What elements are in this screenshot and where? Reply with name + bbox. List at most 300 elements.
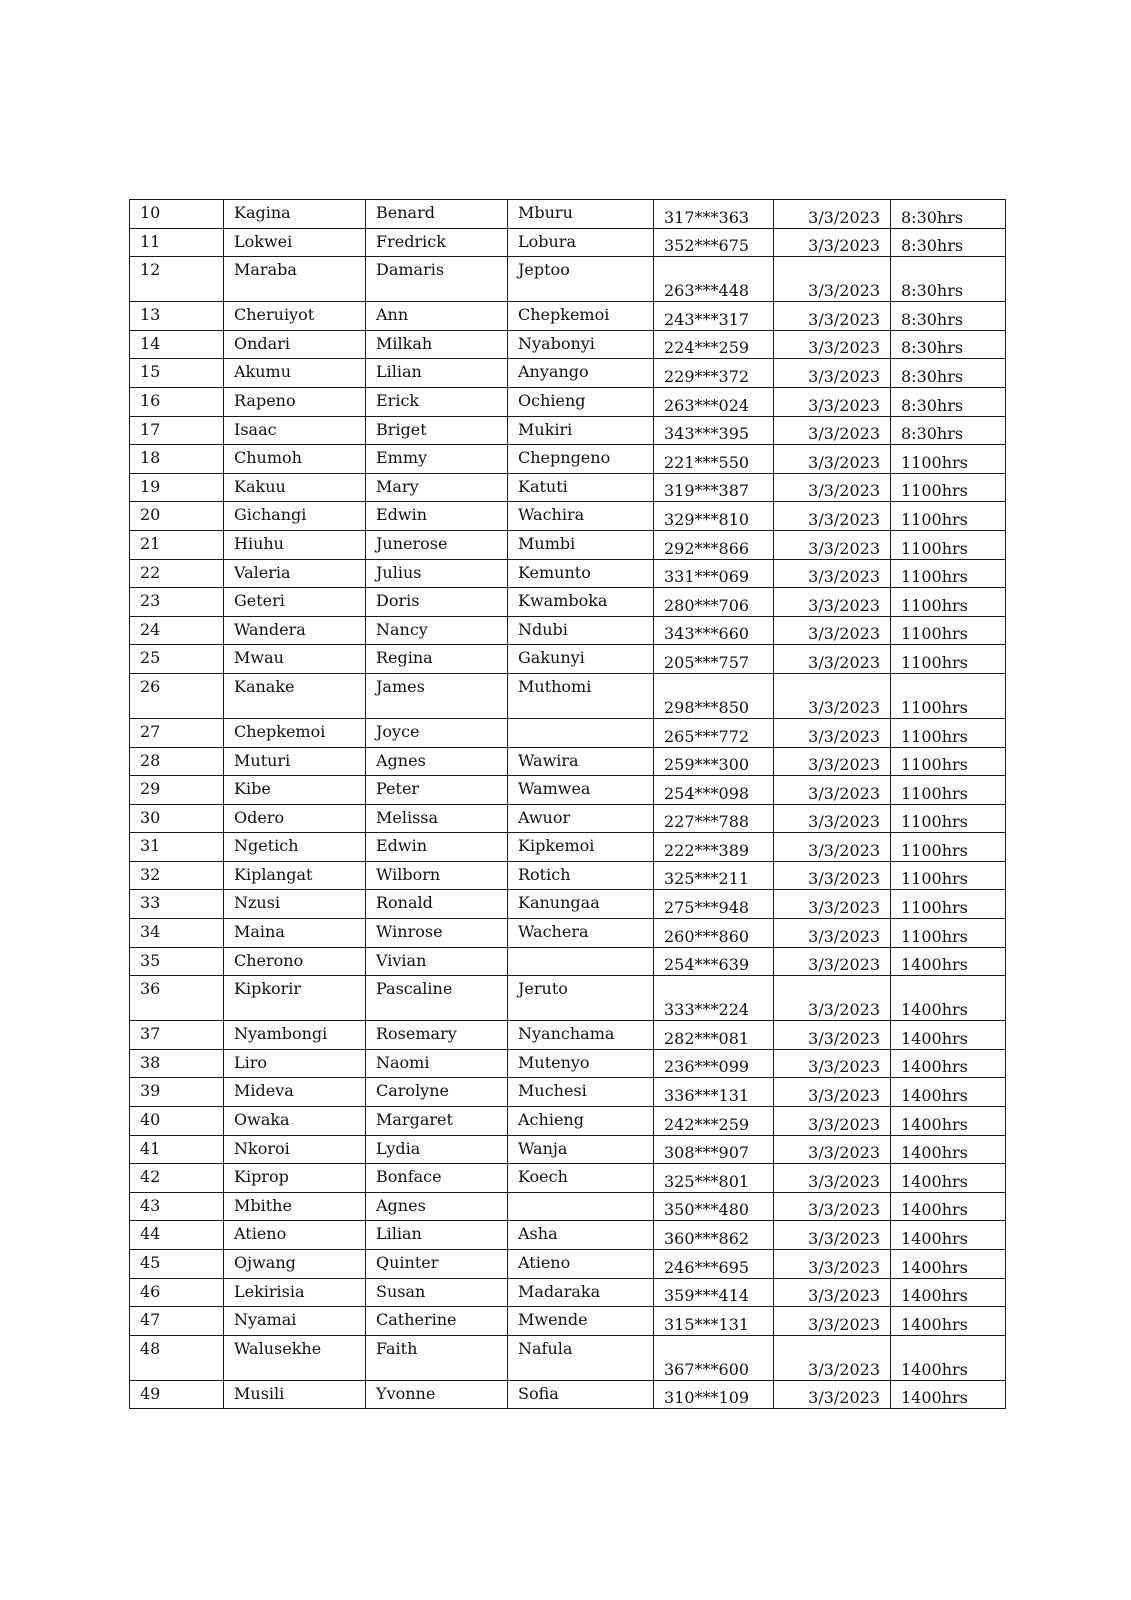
surname-cell: Kiplangat <box>224 861 366 890</box>
row-number-cell: 27 <box>130 718 224 747</box>
row-number-cell: 41 <box>130 1135 224 1164</box>
table-row <box>130 919 1006 948</box>
other-name-cell: Asha <box>508 1221 654 1250</box>
row-number-cell: 13 <box>130 302 224 331</box>
other-name-cell: Atieno <box>508 1250 654 1279</box>
other-name-cell <box>508 1192 654 1221</box>
other-name-cell: Wawira <box>508 747 654 776</box>
row-number-cell: 25 <box>130 645 224 674</box>
document-page <box>129 199 1005 1409</box>
time-cell: 8:30hrs <box>891 416 1006 445</box>
table-row <box>130 1250 1006 1279</box>
row-number-cell: 22 <box>130 559 224 588</box>
id-number-cell: 359***414 <box>654 1278 774 1307</box>
surname-cell: Nzusi <box>224 890 366 919</box>
id-number-cell: 242***259 <box>654 1107 774 1136</box>
row-number-cell: 15 <box>130 359 224 388</box>
first-name-cell: Erick <box>366 387 508 416</box>
table-row <box>130 530 1006 559</box>
date-cell: 3/3/2023 <box>774 1221 891 1250</box>
date-cell: 3/3/2023 <box>774 228 891 257</box>
row-number-cell: 38 <box>130 1049 224 1078</box>
first-name-cell: Milkah <box>366 330 508 359</box>
date-cell: 3/3/2023 <box>774 804 891 833</box>
row-number-cell: 11 <box>130 228 224 257</box>
id-number-cell: 325***211 <box>654 861 774 890</box>
table-row <box>130 645 1006 674</box>
id-number-cell: 308***907 <box>654 1135 774 1164</box>
date-cell: 3/3/2023 <box>774 890 891 919</box>
date-cell: 3/3/2023 <box>774 257 891 302</box>
row-number-cell: 46 <box>130 1278 224 1307</box>
first-name-cell: Damaris <box>366 257 508 302</box>
date-cell: 3/3/2023 <box>774 330 891 359</box>
surname-cell: Mideva <box>224 1078 366 1107</box>
surname-cell: Maina <box>224 919 366 948</box>
row-number-cell: 32 <box>130 861 224 890</box>
table-row <box>130 445 1006 474</box>
id-number-cell: 333***224 <box>654 976 774 1021</box>
table-row <box>130 588 1006 617</box>
time-cell: 1400hrs <box>891 976 1006 1021</box>
row-number-cell: 14 <box>130 330 224 359</box>
surname-cell: Atieno <box>224 1221 366 1250</box>
time-cell: 1100hrs <box>891 890 1006 919</box>
date-cell: 3/3/2023 <box>774 588 891 617</box>
surname-cell: Maraba <box>224 257 366 302</box>
surname-cell: Rapeno <box>224 387 366 416</box>
other-name-cell: Wanja <box>508 1135 654 1164</box>
id-number-cell: 205***757 <box>654 645 774 674</box>
surname-cell: Lekirisia <box>224 1278 366 1307</box>
row-number-cell: 35 <box>130 947 224 976</box>
first-name-cell: Edwin <box>366 833 508 862</box>
surname-cell: Nyambongi <box>224 1021 366 1050</box>
id-number-cell: 221***550 <box>654 445 774 474</box>
surname-cell: Kiprop <box>224 1164 366 1193</box>
table-row <box>130 1192 1006 1221</box>
table-row <box>130 1221 1006 1250</box>
first-name-cell: Ann <box>366 302 508 331</box>
table-row <box>130 861 1006 890</box>
time-cell: 8:30hrs <box>891 359 1006 388</box>
surname-cell: Kakuu <box>224 473 366 502</box>
id-number-cell: 310***109 <box>654 1380 774 1409</box>
row-number-cell: 37 <box>130 1021 224 1050</box>
date-cell: 3/3/2023 <box>774 387 891 416</box>
row-number-cell: 42 <box>130 1164 224 1193</box>
row-number-cell: 12 <box>130 257 224 302</box>
date-cell: 3/3/2023 <box>774 530 891 559</box>
id-number-cell: 343***660 <box>654 616 774 645</box>
surname-cell: Mbithe <box>224 1192 366 1221</box>
date-cell: 3/3/2023 <box>774 416 891 445</box>
surname-cell: Ngetich <box>224 833 366 862</box>
date-cell: 3/3/2023 <box>774 861 891 890</box>
surname-cell: Akumu <box>224 359 366 388</box>
other-name-cell: Wachira <box>508 502 654 531</box>
date-cell: 3/3/2023 <box>774 1307 891 1336</box>
table-row <box>130 257 1006 302</box>
first-name-cell: Mary <box>366 473 508 502</box>
other-name-cell: Wamwea <box>508 776 654 805</box>
other-name-cell: Koech <box>508 1164 654 1193</box>
first-name-cell: Margaret <box>366 1107 508 1136</box>
time-cell: 1400hrs <box>891 1221 1006 1250</box>
row-number-cell: 43 <box>130 1192 224 1221</box>
row-number-cell: 28 <box>130 747 224 776</box>
time-cell: 8:30hrs <box>891 330 1006 359</box>
table-row <box>130 1278 1006 1307</box>
table-row <box>130 416 1006 445</box>
first-name-cell: Vivian <box>366 947 508 976</box>
date-cell: 3/3/2023 <box>774 1278 891 1307</box>
id-number-cell: 367***600 <box>654 1335 774 1380</box>
id-number-cell: 222***389 <box>654 833 774 862</box>
other-name-cell: Jeptoo <box>508 257 654 302</box>
row-number-cell: 18 <box>130 445 224 474</box>
time-cell: 1400hrs <box>891 1250 1006 1279</box>
time-cell: 1100hrs <box>891 718 1006 747</box>
first-name-cell: Susan <box>366 1278 508 1307</box>
time-cell: 1100hrs <box>891 673 1006 718</box>
table-row <box>130 1021 1006 1050</box>
table-row <box>130 559 1006 588</box>
date-cell: 3/3/2023 <box>774 833 891 862</box>
id-number-cell: 325***801 <box>654 1164 774 1193</box>
time-cell: 1100hrs <box>891 530 1006 559</box>
id-number-cell: 317***363 <box>654 200 774 229</box>
other-name-cell: Lobura <box>508 228 654 257</box>
other-name-cell: Ndubi <box>508 616 654 645</box>
id-number-cell: 275***948 <box>654 890 774 919</box>
first-name-cell: Bonface <box>366 1164 508 1193</box>
first-name-cell: Regina <box>366 645 508 674</box>
first-name-cell: Emmy <box>366 445 508 474</box>
date-cell: 3/3/2023 <box>774 1107 891 1136</box>
row-number-cell: 40 <box>130 1107 224 1136</box>
time-cell: 1400hrs <box>891 1278 1006 1307</box>
id-number-cell: 352***675 <box>654 228 774 257</box>
row-number-cell: 21 <box>130 530 224 559</box>
first-name-cell: Rosemary <box>366 1021 508 1050</box>
table-row <box>130 228 1006 257</box>
first-name-cell: Naomi <box>366 1049 508 1078</box>
other-name-cell: Mwende <box>508 1307 654 1336</box>
table-row <box>130 1107 1006 1136</box>
time-cell: 1400hrs <box>891 1307 1006 1336</box>
time-cell: 1400hrs <box>891 1135 1006 1164</box>
row-number-cell: 29 <box>130 776 224 805</box>
time-cell: 8:30hrs <box>891 200 1006 229</box>
id-number-cell: 282***081 <box>654 1021 774 1050</box>
first-name-cell: Lydia <box>366 1135 508 1164</box>
time-cell: 1100hrs <box>891 502 1006 531</box>
date-cell: 3/3/2023 <box>774 1380 891 1409</box>
row-number-cell: 39 <box>130 1078 224 1107</box>
time-cell: 1400hrs <box>891 1380 1006 1409</box>
table-row <box>130 1380 1006 1409</box>
id-number-cell: 229***372 <box>654 359 774 388</box>
date-cell: 3/3/2023 <box>774 1250 891 1279</box>
surname-cell: Lokwei <box>224 228 366 257</box>
first-name-cell: Julius <box>366 559 508 588</box>
other-name-cell: Chepngeno <box>508 445 654 474</box>
time-cell: 8:30hrs <box>891 387 1006 416</box>
other-name-cell: Katuti <box>508 473 654 502</box>
other-name-cell: Mutenyo <box>508 1049 654 1078</box>
first-name-cell: Wilborn <box>366 861 508 890</box>
table-row <box>130 1049 1006 1078</box>
date-cell: 3/3/2023 <box>774 645 891 674</box>
date-cell: 3/3/2023 <box>774 502 891 531</box>
other-name-cell: Jeruto <box>508 976 654 1021</box>
other-name-cell: Chepkemoi <box>508 302 654 331</box>
id-number-cell: 227***788 <box>654 804 774 833</box>
table-row <box>130 387 1006 416</box>
other-name-cell: Awuor <box>508 804 654 833</box>
date-cell: 3/3/2023 <box>774 747 891 776</box>
time-cell: 1100hrs <box>891 559 1006 588</box>
surname-cell: Hiuhu <box>224 530 366 559</box>
table-row <box>130 804 1006 833</box>
surname-cell: Kanake <box>224 673 366 718</box>
id-number-cell: 329***810 <box>654 502 774 531</box>
table-row <box>130 330 1006 359</box>
id-number-cell: 263***024 <box>654 387 774 416</box>
row-number-cell: 36 <box>130 976 224 1021</box>
surname-cell: Nkoroi <box>224 1135 366 1164</box>
other-name-cell: Muthomi <box>508 673 654 718</box>
other-name-cell <box>508 947 654 976</box>
first-name-cell: Quinter <box>366 1250 508 1279</box>
id-number-cell: 343***395 <box>654 416 774 445</box>
schedule-table-body <box>130 200 1006 1409</box>
time-cell: 1100hrs <box>891 833 1006 862</box>
id-number-cell: 298***850 <box>654 673 774 718</box>
date-cell: 3/3/2023 <box>774 776 891 805</box>
date-cell: 3/3/2023 <box>774 1335 891 1380</box>
row-number-cell: 31 <box>130 833 224 862</box>
first-name-cell: Peter <box>366 776 508 805</box>
time-cell: 1100hrs <box>891 861 1006 890</box>
date-cell: 3/3/2023 <box>774 359 891 388</box>
id-number-cell: 236***099 <box>654 1049 774 1078</box>
time-cell: 1100hrs <box>891 616 1006 645</box>
id-number-cell: 336***131 <box>654 1078 774 1107</box>
surname-cell: Musili <box>224 1380 366 1409</box>
time-cell: 8:30hrs <box>891 228 1006 257</box>
first-name-cell: Briget <box>366 416 508 445</box>
row-number-cell: 44 <box>130 1221 224 1250</box>
first-name-cell: Winrose <box>366 919 508 948</box>
time-cell: 1100hrs <box>891 645 1006 674</box>
surname-cell: Kibe <box>224 776 366 805</box>
table-row <box>130 502 1006 531</box>
first-name-cell: Melissa <box>366 804 508 833</box>
table-row <box>130 833 1006 862</box>
date-cell: 3/3/2023 <box>774 1192 891 1221</box>
row-number-cell: 26 <box>130 673 224 718</box>
first-name-cell: Yvonne <box>366 1380 508 1409</box>
surname-cell: Walusekhe <box>224 1335 366 1380</box>
table-row <box>130 776 1006 805</box>
surname-cell: Odero <box>224 804 366 833</box>
surname-cell: Mwau <box>224 645 366 674</box>
first-name-cell: Doris <box>366 588 508 617</box>
table-row <box>130 718 1006 747</box>
id-number-cell: 292***866 <box>654 530 774 559</box>
first-name-cell: Carolyne <box>366 1078 508 1107</box>
first-name-cell: Benard <box>366 200 508 229</box>
time-cell: 1400hrs <box>891 1335 1006 1380</box>
time-cell: 1100hrs <box>891 776 1006 805</box>
id-number-cell: 254***639 <box>654 947 774 976</box>
other-name-cell: Mburu <box>508 200 654 229</box>
time-cell: 1400hrs <box>891 947 1006 976</box>
table-row <box>130 673 1006 718</box>
other-name-cell: Rotich <box>508 861 654 890</box>
surname-cell: Geteri <box>224 588 366 617</box>
other-name-cell: Muchesi <box>508 1078 654 1107</box>
id-number-cell: 260***860 <box>654 919 774 948</box>
date-cell: 3/3/2023 <box>774 1164 891 1193</box>
row-number-cell: 48 <box>130 1335 224 1380</box>
row-number-cell: 20 <box>130 502 224 531</box>
table-row <box>130 616 1006 645</box>
other-name-cell: Kemunto <box>508 559 654 588</box>
row-number-cell: 23 <box>130 588 224 617</box>
time-cell: 1100hrs <box>891 473 1006 502</box>
id-number-cell: 360***862 <box>654 1221 774 1250</box>
row-number-cell: 34 <box>130 919 224 948</box>
first-name-cell: Agnes <box>366 747 508 776</box>
table-row <box>130 302 1006 331</box>
first-name-cell: Lilian <box>366 1221 508 1250</box>
row-number-cell: 19 <box>130 473 224 502</box>
row-number-cell: 16 <box>130 387 224 416</box>
id-number-cell: 263***448 <box>654 257 774 302</box>
time-cell: 8:30hrs <box>891 257 1006 302</box>
other-name-cell: Kanungaa <box>508 890 654 919</box>
date-cell: 3/3/2023 <box>774 919 891 948</box>
date-cell: 3/3/2023 <box>774 473 891 502</box>
date-cell: 3/3/2023 <box>774 559 891 588</box>
time-cell: 1400hrs <box>891 1078 1006 1107</box>
date-cell: 3/3/2023 <box>774 947 891 976</box>
table-row <box>130 747 1006 776</box>
row-number-cell: 17 <box>130 416 224 445</box>
date-cell: 3/3/2023 <box>774 616 891 645</box>
time-cell: 1400hrs <box>891 1192 1006 1221</box>
other-name-cell: Madaraka <box>508 1278 654 1307</box>
time-cell: 1100hrs <box>891 747 1006 776</box>
date-cell: 3/3/2023 <box>774 1135 891 1164</box>
date-cell: 3/3/2023 <box>774 1021 891 1050</box>
time-cell: 1100hrs <box>891 804 1006 833</box>
id-number-cell: 315***131 <box>654 1307 774 1336</box>
other-name-cell: Gakunyi <box>508 645 654 674</box>
time-cell: 1100hrs <box>891 588 1006 617</box>
surname-cell: Cheruiyot <box>224 302 366 331</box>
time-cell: 1400hrs <box>891 1164 1006 1193</box>
first-name-cell: Ronald <box>366 890 508 919</box>
table-row <box>130 200 1006 229</box>
surname-cell: Nyamai <box>224 1307 366 1336</box>
first-name-cell: Nancy <box>366 616 508 645</box>
first-name-cell: Fredrick <box>366 228 508 257</box>
time-cell: 1400hrs <box>891 1107 1006 1136</box>
id-number-cell: 265***772 <box>654 718 774 747</box>
other-name-cell: Mukiri <box>508 416 654 445</box>
table-row <box>130 473 1006 502</box>
surname-cell: Cherono <box>224 947 366 976</box>
id-number-cell: 224***259 <box>654 330 774 359</box>
date-cell: 3/3/2023 <box>774 302 891 331</box>
other-name-cell: Sofia <box>508 1380 654 1409</box>
id-number-cell: 246***695 <box>654 1250 774 1279</box>
surname-cell: Isaac <box>224 416 366 445</box>
other-name-cell: Ochieng <box>508 387 654 416</box>
table-row <box>130 947 1006 976</box>
date-cell: 3/3/2023 <box>774 445 891 474</box>
date-cell: 3/3/2023 <box>774 1078 891 1107</box>
first-name-cell: Lilian <box>366 359 508 388</box>
surname-cell: Muturi <box>224 747 366 776</box>
table-row <box>130 1335 1006 1380</box>
time-cell: 1400hrs <box>891 1021 1006 1050</box>
date-cell: 3/3/2023 <box>774 673 891 718</box>
row-number-cell: 30 <box>130 804 224 833</box>
id-number-cell: 259***300 <box>654 747 774 776</box>
surname-cell: Liro <box>224 1049 366 1078</box>
other-name-cell: Kipkemoi <box>508 833 654 862</box>
date-cell: 3/3/2023 <box>774 718 891 747</box>
row-number-cell: 45 <box>130 1250 224 1279</box>
surname-cell: Owaka <box>224 1107 366 1136</box>
surname-cell: Chumoh <box>224 445 366 474</box>
other-name-cell: Nafula <box>508 1335 654 1380</box>
first-name-cell: Edwin <box>366 502 508 531</box>
time-cell: 1400hrs <box>891 1049 1006 1078</box>
first-name-cell: Pascaline <box>366 976 508 1021</box>
table-row <box>130 976 1006 1021</box>
surname-cell: Wandera <box>224 616 366 645</box>
other-name-cell: Nyabonyi <box>508 330 654 359</box>
table-row <box>130 359 1006 388</box>
surname-cell: Kipkorir <box>224 976 366 1021</box>
schedule-table <box>129 199 1006 1409</box>
table-row <box>130 1078 1006 1107</box>
id-number-cell: 319***387 <box>654 473 774 502</box>
other-name-cell: Mumbi <box>508 530 654 559</box>
first-name-cell: James <box>366 673 508 718</box>
time-cell: 1100hrs <box>891 445 1006 474</box>
first-name-cell: Agnes <box>366 1192 508 1221</box>
id-number-cell: 331***069 <box>654 559 774 588</box>
table-row <box>130 1307 1006 1336</box>
table-row <box>130 1135 1006 1164</box>
id-number-cell: 280***706 <box>654 588 774 617</box>
row-number-cell: 49 <box>130 1380 224 1409</box>
table-row <box>130 890 1006 919</box>
surname-cell: Gichangi <box>224 502 366 531</box>
surname-cell: Kagina <box>224 200 366 229</box>
other-name-cell: Wachera <box>508 919 654 948</box>
other-name-cell <box>508 718 654 747</box>
surname-cell: Chepkemoi <box>224 718 366 747</box>
surname-cell: Valeria <box>224 559 366 588</box>
